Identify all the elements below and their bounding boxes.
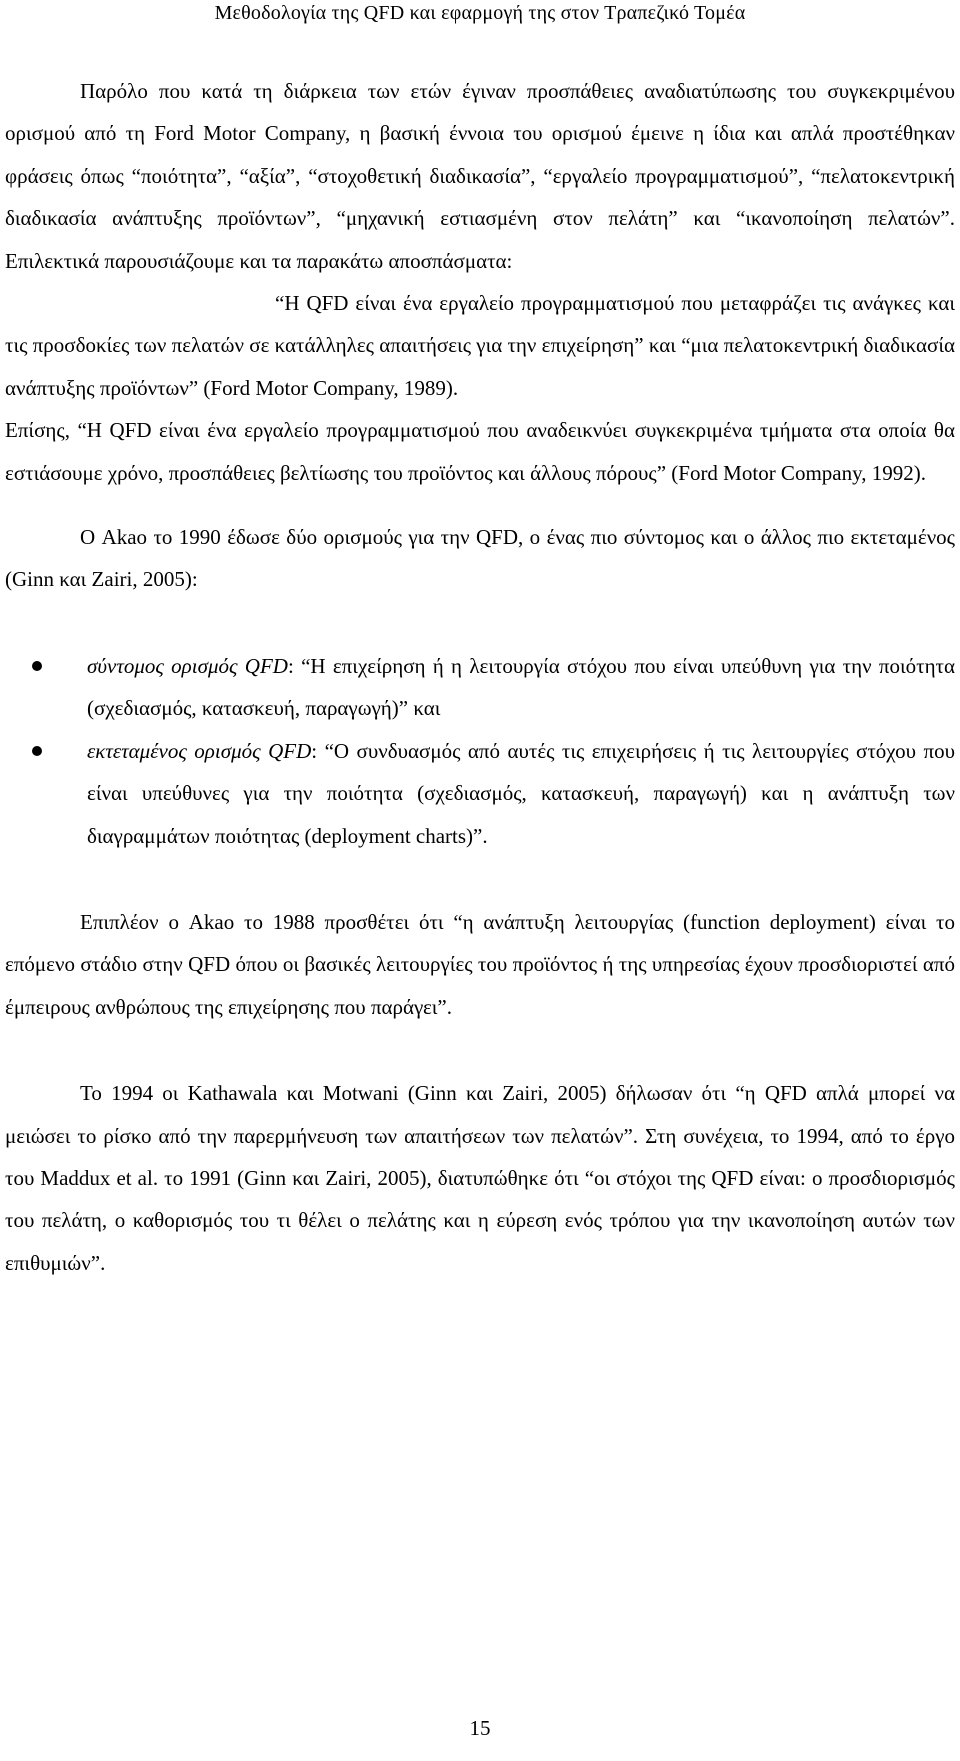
paragraph-akao-1988: Επιπλέον ο Akao το 1988 προσθέτει ότι “η ανάπτυξη λειτουργίας (function deployment) είναι το επόμενο στάδιο στην QFD όπου οι βασικές λειτουργίες του προϊόντος ή της υπηρεσίας έχουν προσδιοριστεί από έμπειρους ανθρώπους της επιχείρησης που παράγει”. <box>5 909 955 1019</box>
paragraph-spacer <box>5 601 955 645</box>
paragraph-spacer <box>5 494 955 516</box>
definition-text: : “Ο συνδυασμός από αυτές τις επιχειρήσεις ή τις λειτουργίες στόχου που είναι υπεύθυνες για την ποιότητα (σχεδιασμός, κατασκευή, παραγωγή) και η ανάπτυξη των διαγραμμάτων ποιότητας (deployment charts)”. <box>87 738 955 848</box>
list-item-extended-definition <box>5 730 955 857</box>
paragraph-spacer <box>5 1028 955 1072</box>
paragraph-quote-1992: Επίσης, “Η QFD είναι ένα εργαλείο προγραμματισμού που αναδεικνύει συγκεκριμένα τμήματα στα οποία θα εστιάσουμε χρόνο, προσπάθειες βελτίωσης του προϊόντος και άλλους πόρους” (Ford Motor Company, 1992). <box>5 418 955 485</box>
definitions-list <box>5 645 955 857</box>
paragraph-ford-definition: Παρόλο που κατά τη διάρκεια των ετών έγιναν προσπάθειες αναδιατύπωσης του συγκεκριμένου ορισμού από τη Ford Motor Company, η βασική έννοια του ορισμού έμεινε η ίδια και απλά προστέθηκαν φράσεις όπως “ποιότητα”, “αξία”, “στοχοθετική διαδικασία”, “εργαλείο προγραμματισμού”, “πελατοκεντρική διαδικασία ανάπτυξης προϊόντων”, “μηχανική εστιασμένη στον πελάτη” και “ικανοποίηση πελατών”. Επιλεκτικά παρουσιάζουμε και τα παρακάτω αποσπάσματα: <box>5 79 955 273</box>
paragraph-quote-1989: “Η QFD είναι ένα εργαλείο προγραμματισμού που μεταφράζει τις ανάγκες και τις προσδοκίες των πελατών σε κατάλληλες απαιτήσεις για την επιχείρηση” και “μια πελατοκεντρική διαδικασία ανάπτυξης προϊόντων” (Ford Motor Company, 1989). <box>5 291 955 400</box>
bullet-icon <box>32 661 42 671</box>
list-item-short-definition <box>5 645 955 730</box>
body-text <box>5 70 955 1284</box>
paragraph-kathawala-motwani: Το 1994 οι Kathawala και Motwani (Ginn και Zairi, 2005) δήλωσαν ότι “η QFD απλά μπορεί να μειώσει το ρίσκο από την παρερμήνευση των απαιτήσεων των πελατών”. Στη συνέχεια, το 1994, από το έργο του Maddux et al. το 1991 (Ginn και Zairi, 2005), διατυπώθηκε ότι “οι στόχοι της QFD είναι: ο προσδιορισμός του πελάτη, ο καθορισμός του τι θέλει ο πελάτης και η εύρεση ενός τρόπου για την ικανοποίηση αυτών των επιθυμιών”. <box>5 1081 955 1275</box>
page-number: 15 <box>469 1716 491 1740</box>
definition-text: : “Η επιχείρηση ή η λειτουργία στόχου που είναι υπεύθυνη για την ποιότητα (σχεδιασμός, κατασκευή, παραγωγή)” και <box>87 653 955 721</box>
running-header: Μεθοδολογία της QFD και εφαρμογή της στον Τραπεζικό Τομέα <box>214 2 746 24</box>
definition-term: εκτεταμένος ορισμός QFD <box>87 738 312 763</box>
definition-term: σύντομος ορισμός QFD <box>87 653 288 678</box>
paragraph-akao-1990: Ο Akao το 1990 έδωσε δύο ορισμούς για την QFD, ο ένας πιο σύντομος και ο άλλος πιο εκτεταμένος (Ginn και Zairi, 2005): <box>5 525 955 592</box>
bullet-icon <box>32 746 42 756</box>
paragraph-spacer <box>5 857 955 901</box>
